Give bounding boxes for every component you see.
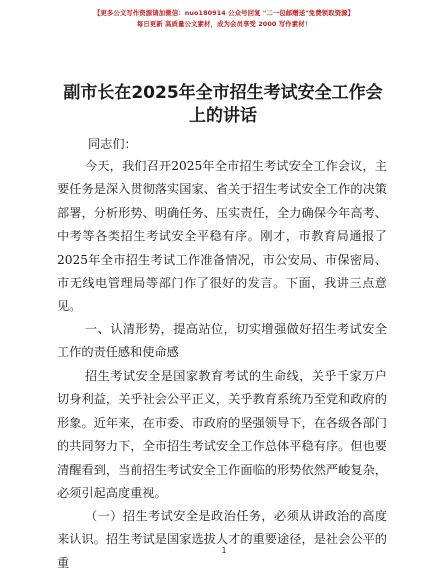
paragraph-subpoint-1: （一）招生考试安全是政治任务，必须从讲政治的高度来认识。招生考试是国家选拔人才的重要途径，是社会公平的重: [57, 509, 387, 570]
document-title: 副市长在2025年全市招生考试安全工作会上的讲话: [63, 83, 383, 126]
paragraph-opening: 今天，我们召开2025年全市招生考试安全工作会议，主要任务是深入贯彻落实国家、省关于招生考试安全工作的决策部署，分析形势、明确任务、压实责任，全力确保今年高考、中考等各类招生考试安全平稳有序。刚才，市教育局通报了2025年全市招生考试工作准备情况，市公安局、市保密局、市无线电管理局等部门作了很好的发言。下面，我讲三点意见。: [57, 159, 387, 314]
promo-banner-line-2: 每日更新 高质量公文素材，成为会员享受 2000 写作素材！: [136, 20, 312, 28]
page-number: 1: [221, 546, 227, 555]
promo-banner-line-1: 【更多公文写作资源请加微信：nuo180914 公众号回复 "二一包邮赠送"免费领取资源】: [93, 9, 355, 17]
salutation: 同志们：: [88, 137, 137, 151]
paragraph-situation: 招生考试安全是国家教育考试的生命线，关乎千家万户切身利益，关乎社会公平正义，关乎教育系统乃至党和政府的形象。近年来，在市委、市政府的坚强领导下，在各级各部门的共同努力下，全市招生考试安全工作总体平稳有序。但也要清醒看到，当前招生考试安全工作面临的形势依然严峻复杂，必须引起高度重视。: [57, 369, 387, 501]
section-heading-1: 一、认清形势，提高站位，切实增强做好招生考试安全工作的责任感和使命感: [57, 322, 387, 360]
